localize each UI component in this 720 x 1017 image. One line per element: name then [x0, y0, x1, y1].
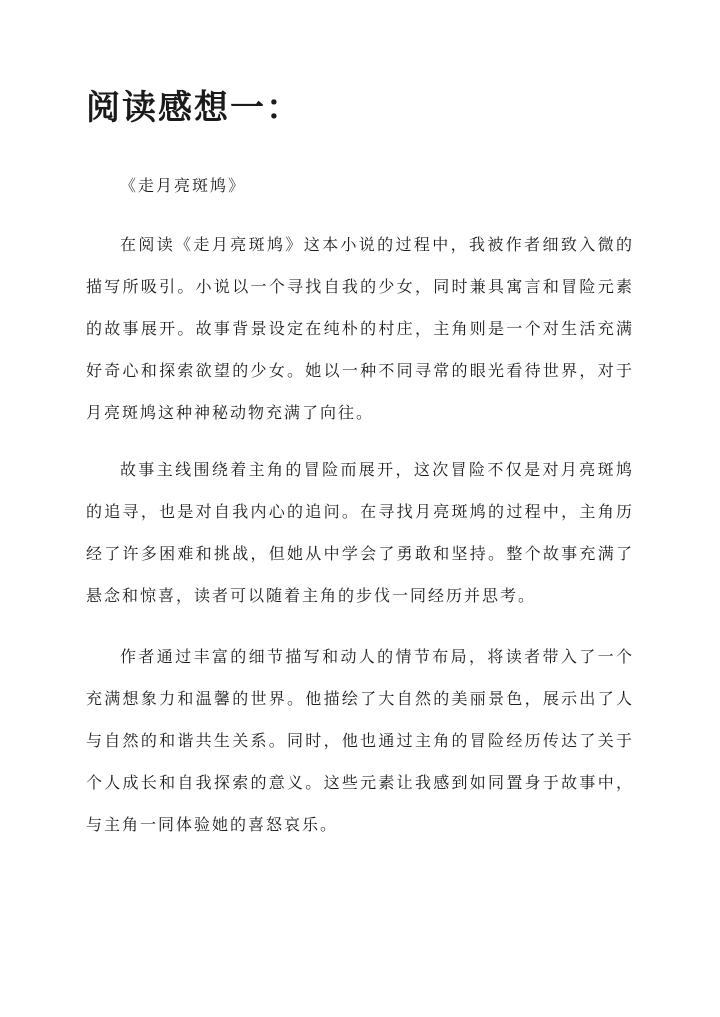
body-paragraph-3: 作者通过丰富的细节描写和动人的情节布局，将读者带入了一个充满想象力和温馨的世界。他描绘了大自然的美丽景色，展示出了人与自然的和谐共生关系。同时，他也通过主角的冒险经历传达了关于个人成长和自我探索的意义。这些元素让我感到如同置身于故事中，与主角一同体验她的喜怒哀乐。 [86, 647, 634, 834]
book-title-reference: 《走月亮斑鸠》 [120, 176, 247, 195]
body-paragraph-2: 故事主线围绕着主角的冒险而展开，这次冒险不仅是对月亮斑鸠的追寻，也是对自我内心的追问。在寻找月亮斑鸠的过程中，主角历经了许多困难和挑战，但她从中学会了勇敢和坚持。整个故事充满了悬念和惊喜，读者可以随着主角的步伐一同经历并思考。 [86, 460, 634, 605]
page-title: 阅读感想一： [86, 88, 302, 128]
body-paragraph-1: 在阅读《走月亮斑鸠》这本小说的过程中，我被作者细致入微的描写所吸引。小说以一个寻找自我的少女，同时兼具寓言和冒险元素的故事展开。故事背景设定在纯朴的村庄，主角则是一个对生活充满好奇心和探索欲望的少女。她以一种不同寻常的眼光看待世界，对于月亮斑鸠这种神秘动物充满了向往。 [86, 235, 634, 422]
